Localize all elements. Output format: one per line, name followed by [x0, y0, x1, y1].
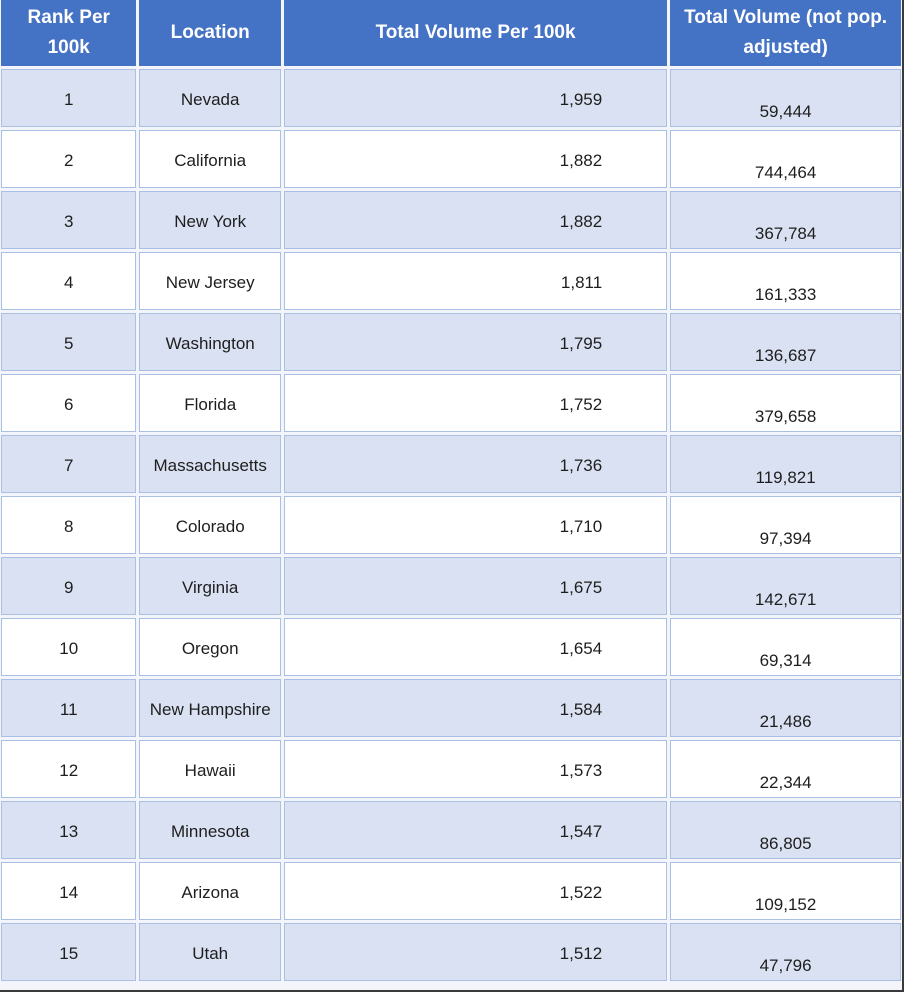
location-cell: California — [139, 130, 280, 188]
table-row — [1, 435, 901, 493]
volume-per-100k-cell: 1,710 — [284, 496, 667, 554]
volume-per-100k-cell: 1,795 — [284, 313, 667, 371]
table-row — [1, 130, 901, 188]
total-volume-cell: 59,444 — [670, 69, 901, 127]
total-volume-cell: 379,658 — [670, 374, 901, 432]
table-row — [1, 69, 901, 127]
header-volume-per-100k[interactable]: Total Volume Per 100k — [284, 0, 667, 66]
table-row — [1, 374, 901, 432]
table-body — [1, 69, 901, 981]
header-location[interactable]: Location — [139, 0, 280, 66]
rank-cell: 1 — [1, 69, 136, 127]
location-cell: Nevada — [139, 69, 280, 127]
rank-cell: 6 — [1, 374, 136, 432]
table-row — [1, 618, 901, 676]
volume-per-100k-cell: 1,736 — [284, 435, 667, 493]
total-volume-cell: 97,394 — [670, 496, 901, 554]
volume-per-100k-cell: 1,573 — [284, 740, 667, 798]
location-cell: Utah — [139, 923, 280, 981]
rank-cell: 11 — [1, 679, 136, 737]
location-cell: New Hampshire — [139, 679, 280, 737]
table-row — [1, 496, 901, 554]
rank-cell: 10 — [1, 618, 136, 676]
location-cell: Minnesota — [139, 801, 280, 859]
total-volume-cell: 119,821 — [670, 435, 901, 493]
total-volume-cell: 161,333 — [670, 252, 901, 310]
location-cell: Massachusetts — [139, 435, 280, 493]
rank-cell: 4 — [1, 252, 136, 310]
table-row — [1, 679, 901, 737]
total-volume-cell: 22,344 — [670, 740, 901, 798]
table-header-row — [1, 0, 901, 66]
location-cell: Virginia — [139, 557, 280, 615]
location-cell: Hawaii — [139, 740, 280, 798]
rank-cell: 15 — [1, 923, 136, 981]
volume-per-100k-cell: 1,882 — [284, 191, 667, 249]
rank-cell: 9 — [1, 557, 136, 615]
header-total-volume[interactable]: Total Volume (not pop. adjusted) — [670, 0, 901, 66]
volume-per-100k-cell: 1,752 — [284, 374, 667, 432]
total-volume-cell: 367,784 — [670, 191, 901, 249]
table-row — [1, 740, 901, 798]
rank-cell: 3 — [1, 191, 136, 249]
location-cell: New York — [139, 191, 280, 249]
rank-cell: 2 — [1, 130, 136, 188]
total-volume-cell: 21,486 — [670, 679, 901, 737]
total-volume-cell: 136,687 — [670, 313, 901, 371]
table-row — [1, 923, 901, 981]
total-volume-cell: 86,805 — [670, 801, 901, 859]
total-volume-cell: 69,314 — [670, 618, 901, 676]
table-row — [1, 313, 901, 371]
table-row — [1, 862, 901, 920]
volume-per-100k-cell: 1,547 — [284, 801, 667, 859]
rank-cell: 5 — [1, 313, 136, 371]
location-cell: Colorado — [139, 496, 280, 554]
volume-per-100k-cell: 1,959 — [284, 69, 667, 127]
volume-per-100k-cell: 1,882 — [284, 130, 667, 188]
rank-cell: 14 — [1, 862, 136, 920]
rank-cell: 8 — [1, 496, 136, 554]
location-cell: Arizona — [139, 862, 280, 920]
table-row — [1, 252, 901, 310]
volume-per-100k-cell: 1,811 — [284, 252, 667, 310]
header-rank[interactable]: Rank Per 100k — [1, 0, 136, 66]
volume-per-100k-cell: 1,584 — [284, 679, 667, 737]
rank-cell: 7 — [1, 435, 136, 493]
location-cell: Florida — [139, 374, 280, 432]
table-row — [1, 557, 901, 615]
rank-cell: 12 — [1, 740, 136, 798]
location-cell: New Jersey — [139, 252, 280, 310]
volume-per-100k-cell: 1,675 — [284, 557, 667, 615]
location-cell: Washington — [139, 313, 280, 371]
table-row — [1, 191, 901, 249]
total-volume-cell: 744,464 — [670, 130, 901, 188]
total-volume-cell: 142,671 — [670, 557, 901, 615]
total-volume-cell: 109,152 — [670, 862, 901, 920]
location-cell: Oregon — [139, 618, 280, 676]
total-volume-cell: 47,796 — [670, 923, 901, 981]
volume-per-100k-cell: 1,512 — [284, 923, 667, 981]
rank-cell: 13 — [1, 801, 136, 859]
table-row — [1, 801, 901, 859]
volume-per-100k-cell: 1,654 — [284, 618, 667, 676]
volume-per-100k-cell: 1,522 — [284, 862, 667, 920]
